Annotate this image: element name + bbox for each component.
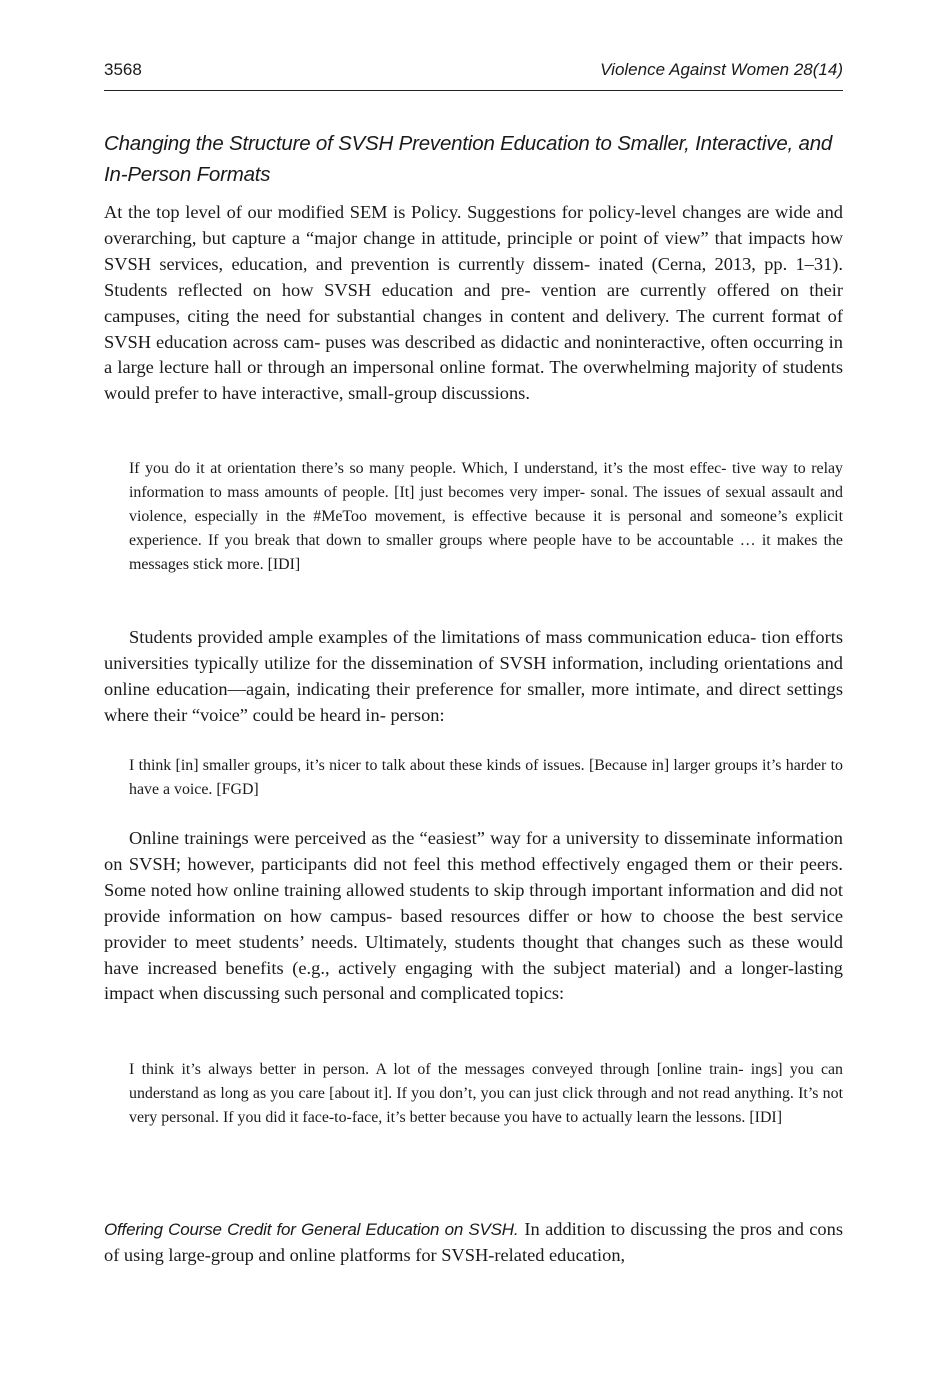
subsection-paragraph [104, 1217, 843, 1269]
journal-title: Violence Against Women 28(14) [600, 60, 843, 79]
block-quote-orientation: If you do it at orientation there’s so many people. Which, I understand, it’s the most effec- tive way to relay information to mass amounts of people. [It] just becomes very imper- sonal. The issues of sexual assault and violence, especially in the #MeToo movement, is effective because it is personal and someone’s explicit experience. If you break that down to smaller groups where people have to be accountable … it makes the messages stick more. [IDI] [129, 460, 843, 574]
paragraph-mass-communication: Students provided ample examples of the limitations of mass communication educa- tion efforts universities typically utilize for the dissemination of SVSH information, including orientations and online education—again, indicating their preference for smaller, more intimate, and direct settings where their “voice” could be heard in- person: [104, 627, 843, 725]
running-header [104, 60, 843, 91]
subsection-text: In addition to discussing the pros and cons of using large-group and online platforms for SVSH-related education, [104, 1219, 843, 1265]
section-heading: Changing the Structure of SVSH Prevention Education to Smaller, Interactive, and In-Person Formats [104, 132, 833, 186]
page-number: 3568 [104, 60, 142, 79]
paragraph-online-trainings: Online trainings were perceived as the “easiest” way for a university to disseminate information on SVSH; however, participants did not feel this method effectively engaged them or their peers. Some noted how online training allowed students to skip through important information and did not provide information on how campus- based resources differ or how to choose the best service provider to meet students’ needs. Ultimately, students thought that changes such as these would have increased benefits (e.g., actively engaging with the subject material) and a longer-lasting impact when discussing such personal and complicated topics: [104, 828, 843, 1004]
paragraph-policy: At the top level of our modified SEM is Policy. Suggestions for policy-level changes are wide and overarching, but capture a “major change in attitude, principle or point of view” that impacts how SVSH services, education, and prevention is currently dissem- inated (Cerna, 2013, pp. 1–31). Students reflected on how SVSH education and pre- vention are currently offered on their campuses, citing the need for substantial changes in content and delivery. The current format of SVSH education across cam- puses was described as didactic and noninteractive, often occurring in a large lecture hall or through an impersonal online format. The overwhelming majority of students would prefer to have interactive, small-group discussions. [104, 202, 843, 404]
subsection-heading: Offering Course Credit for General Education on SVSH. [104, 1220, 519, 1239]
block-quote-smaller-groups: I think [in] smaller groups, it’s nicer to talk about these kinds of issues. [Because in] larger groups it’s harder to have a voice. [FGD] [129, 757, 843, 799]
block-quote-in-person: I think it’s always better in person. A lot of the messages conveyed through [online train- ings] you can understand as long as you care [about it]. If you don’t, you can just click through and not read anything. It’s not very personal. If you did it face-to-face, it’s better because you have to actually learn the lessons. [IDI] [129, 1061, 843, 1127]
